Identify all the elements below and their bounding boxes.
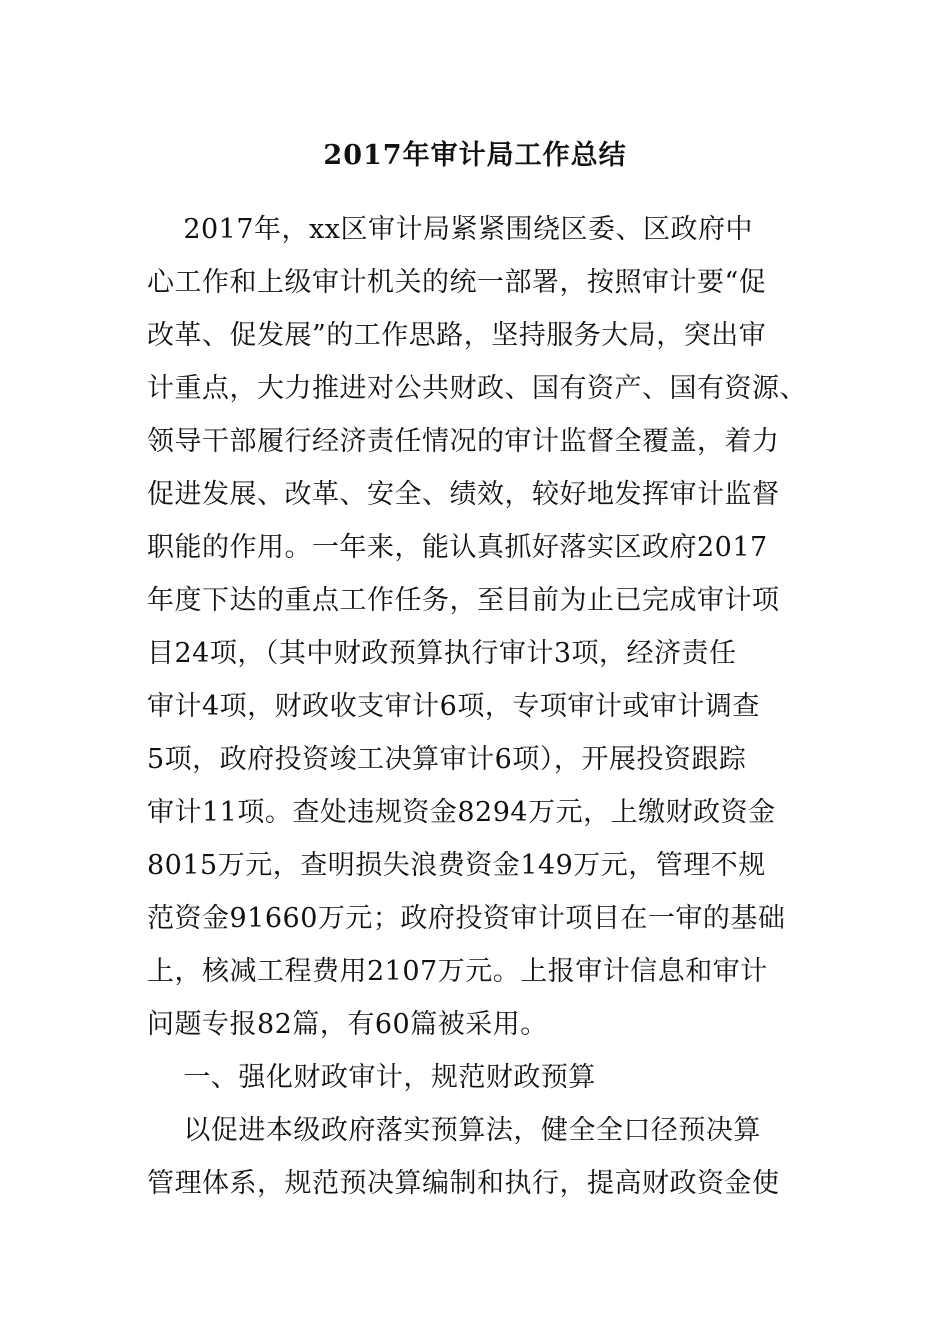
body-line: 计重点，大力推进对公共财政、国有资产、国有资源、 <box>147 373 807 404</box>
body-line: 上，核减工程费用2107万元。上报审计信息和审计 <box>147 956 768 987</box>
body-line: 促进发展、改革、安全、绩效，较好地发挥审计监督 <box>147 479 780 510</box>
body-line: 8015万元，查明损失浪费资金149万元，管理不规 <box>147 850 766 881</box>
body-line: 领导干部履行经济责任情况的审计监督全覆盖，着力 <box>147 426 780 457</box>
section-heading: 一、强化财政审计，规范财政预算 <box>147 1062 596 1093</box>
body-line: 目24项，（其中财政预算执行审计3项，经济责任 <box>147 638 737 669</box>
body-line: 审计4项，财政收支审计6项，专项审计或审计调查 <box>147 691 760 722</box>
body-line: 职能的作用。一年来，能认真抓好落实区政府2017 <box>147 532 768 563</box>
body-line: 问题专报82篇，有60篇被采用。 <box>147 1009 548 1040</box>
body-line: 以促进本级政府落实预算法，健全全口径预决算 <box>147 1115 761 1146</box>
body-line: 管理体系，规范预决算编制和执行，提高财政资金使 <box>147 1168 780 1199</box>
body-line: 年度下达的重点工作任务，至目前为止已完成审计项 <box>147 585 780 616</box>
document-title: 2017年审计局工作总结 <box>323 140 627 171</box>
body-line: 5项，政府投资竣工决算审计6项），开展投资跟踪 <box>147 744 747 775</box>
body-line: 心工作和上级审计机关的统一部署，按照审计要“促 <box>147 267 767 298</box>
body-line: 2017年，xx区审计局紧紧围绕区委、区政府中 <box>147 214 753 245</box>
body-line: 改革、促发展”的工作思路，坚持服务大局，突出审 <box>147 320 767 351</box>
body-line: 审计11项。查处违规资金8294万元，上缴财政资金 <box>147 797 776 828</box>
body-line: 范资金91660万元；政府投资审计项目在一审的基础 <box>147 903 786 934</box>
